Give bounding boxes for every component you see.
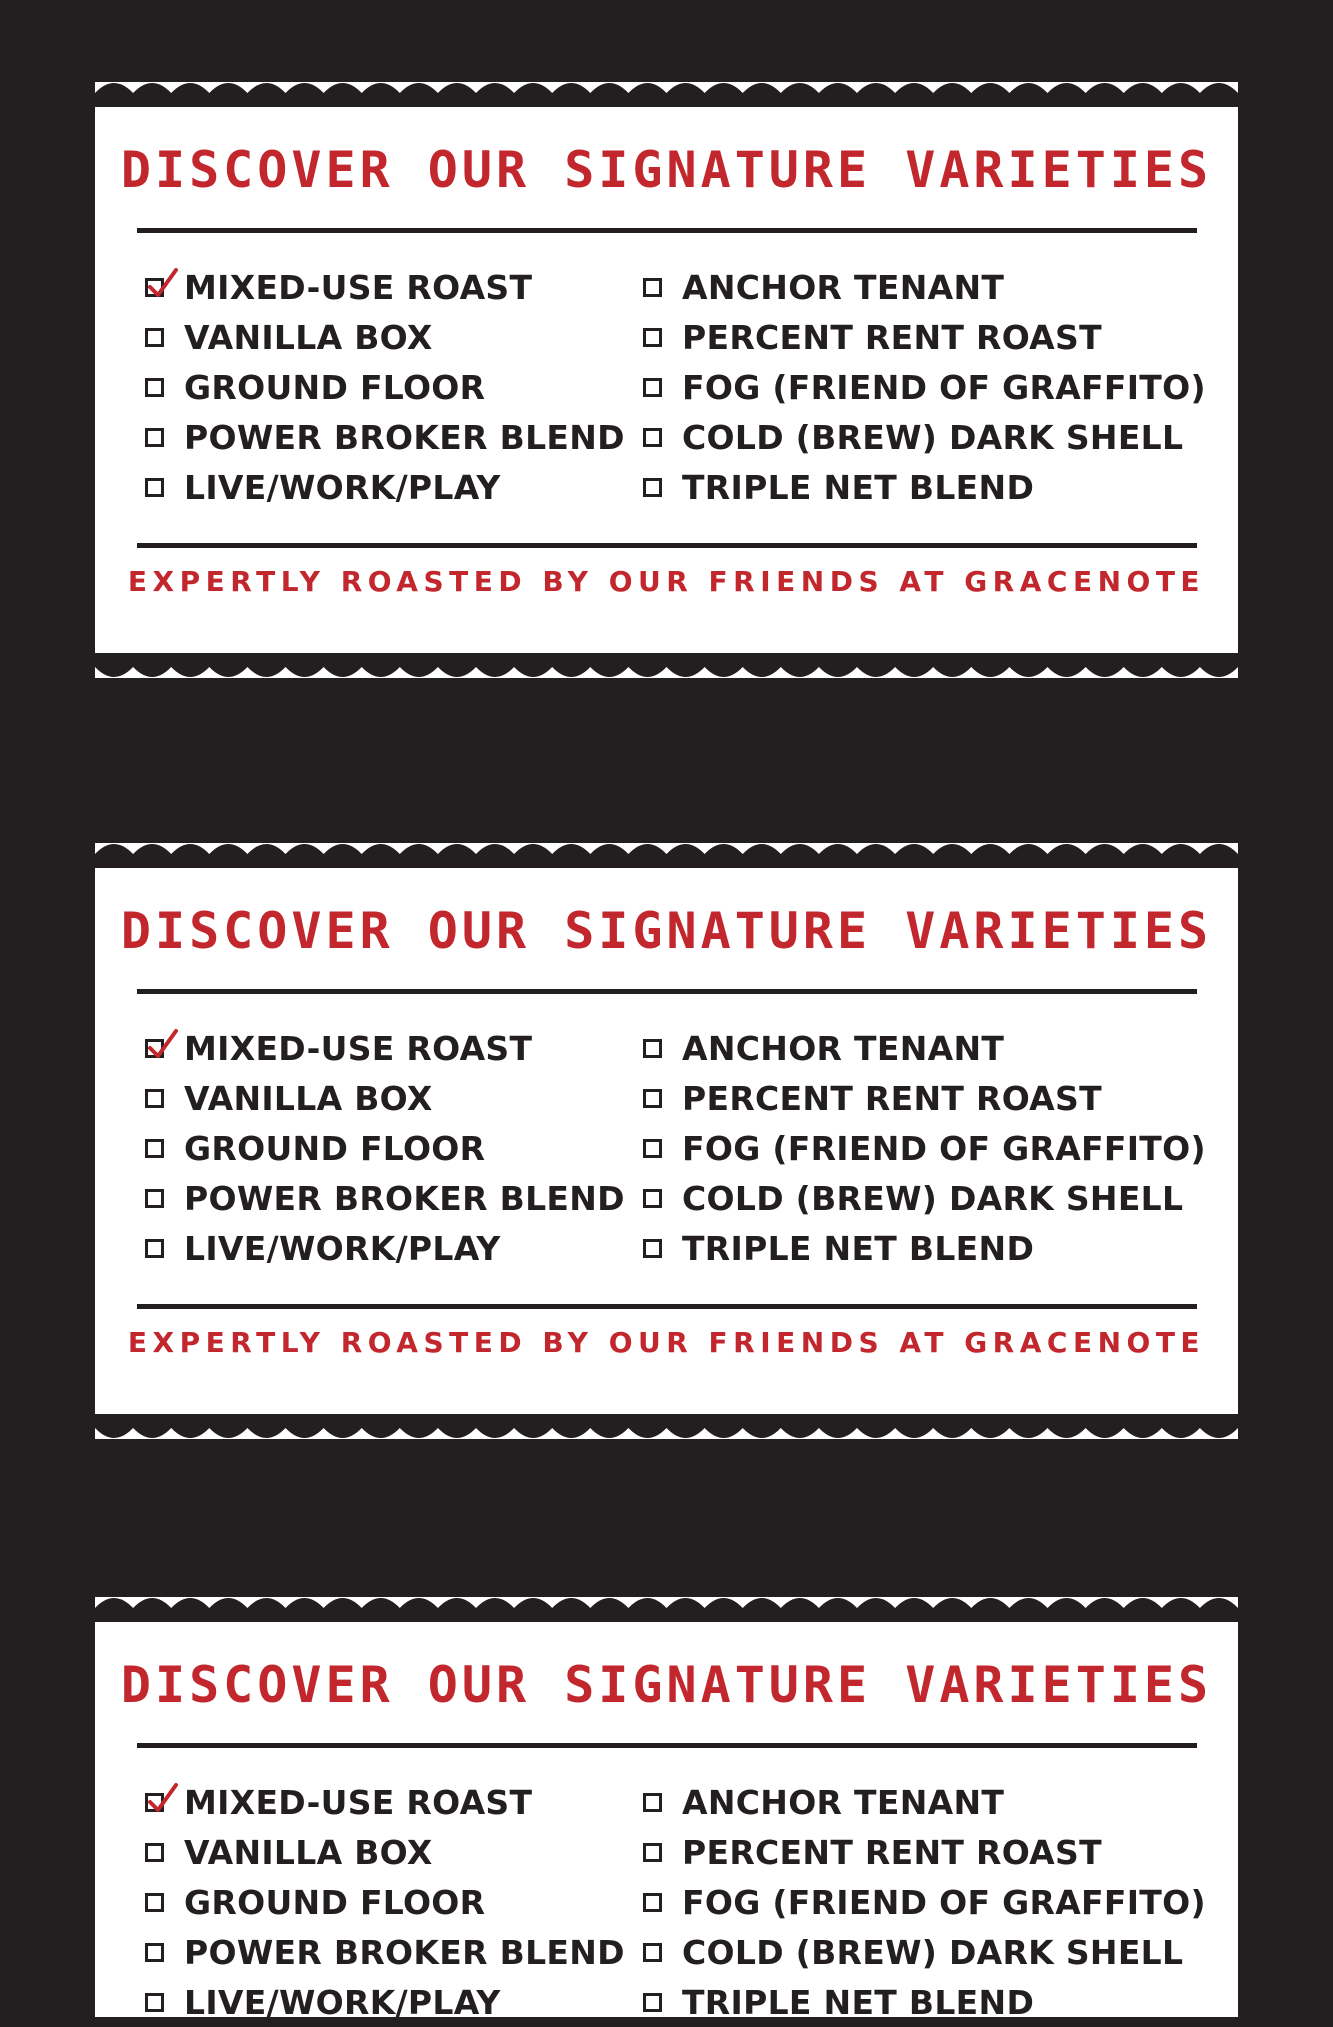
variety-label: LIVE/WORK/PLAY — [184, 467, 501, 507]
wavy-top-edge — [95, 79, 1238, 107]
wave-top-path — [95, 1598, 1238, 1622]
variety-label: VANILLA BOX — [184, 1078, 433, 1118]
checkbox-icon — [643, 1089, 662, 1108]
variety-label: LIVE/WORK/PLAY — [184, 1982, 501, 2022]
label-title: DISCOVER OUR SIGNATURE VARIETIES — [120, 141, 1213, 199]
wavy-bottom-edge — [95, 653, 1238, 681]
checkbox-icon — [145, 1189, 164, 1208]
variety-item — [145, 312, 625, 362]
checkbox-icon — [643, 1893, 662, 1912]
checkbox-icon — [643, 378, 662, 397]
variety-label: MIXED-USE ROAST — [184, 1782, 533, 1822]
variety-item — [145, 1223, 625, 1273]
checkbox-icon — [145, 328, 164, 347]
variety-label: FOG (FRIEND OF GRAFFITO) — [682, 1882, 1206, 1922]
variety-item — [145, 462, 625, 512]
label-title: DISCOVER OUR SIGNATURE VARIETIES — [120, 902, 1213, 960]
variety-item — [145, 362, 625, 412]
wave-top-path — [95, 83, 1238, 107]
checkbox-icon — [145, 1993, 164, 2012]
wavy-bottom-edge — [95, 1414, 1238, 1442]
wave-bottom-path — [95, 653, 1238, 677]
wavy-top-edge — [95, 1594, 1238, 1622]
variety-label: TRIPLE NET BLEND — [682, 467, 1035, 507]
varieties-right-column — [643, 262, 1206, 512]
divider-top — [137, 1743, 1197, 1748]
variety-label: MIXED-USE ROAST — [184, 1028, 533, 1068]
variety-item — [643, 462, 1206, 512]
checkbox-icon — [145, 1089, 164, 1108]
checkbox-icon — [643, 1943, 662, 1962]
variety-label: FOG (FRIEND OF GRAFFITO) — [682, 367, 1206, 407]
variety-label: ANCHOR TENANT — [682, 267, 1005, 307]
variety-item — [145, 1827, 625, 1877]
divider-top — [137, 989, 1197, 994]
variety-label: POWER BROKER BLEND — [184, 417, 625, 457]
varieties-left-column — [145, 262, 625, 512]
variety-label: GROUND FLOOR — [184, 1882, 486, 1922]
checkbox-icon — [145, 378, 164, 397]
variety-item — [643, 262, 1206, 312]
varieties-right-column — [643, 1023, 1206, 1273]
variety-label: VANILLA BOX — [184, 1832, 433, 1872]
label-title: DISCOVER OUR SIGNATURE VARIETIES — [120, 1656, 1213, 1714]
variety-item — [643, 1023, 1206, 1073]
variety-item — [643, 1073, 1206, 1123]
variety-label: POWER BROKER BLEND — [184, 1178, 625, 1218]
variety-item — [643, 1123, 1206, 1173]
checkbox-icon — [145, 1793, 164, 1812]
checkbox-icon — [643, 1793, 662, 1812]
wave-bottom-path — [95, 1414, 1238, 1438]
variety-label: ANCHOR TENANT — [682, 1782, 1005, 1822]
variety-item — [145, 1977, 625, 2027]
coffee-label — [95, 1597, 1238, 2022]
checkbox-icon — [145, 1039, 164, 1058]
variety-label: GROUND FLOOR — [184, 367, 486, 407]
checkbox-icon — [643, 1843, 662, 1862]
variety-label: PERCENT RENT ROAST — [682, 317, 1102, 357]
variety-label: MIXED-USE ROAST — [184, 267, 533, 307]
variety-item — [643, 312, 1206, 362]
checkbox-icon — [643, 428, 662, 447]
checkbox-icon — [145, 1239, 164, 1258]
checkbox-icon — [643, 1239, 662, 1258]
variety-label: ANCHOR TENANT — [682, 1028, 1005, 1068]
varieties-left-column — [145, 1777, 625, 2027]
varieties-left-column — [145, 1023, 625, 1273]
coffee-label — [95, 82, 1238, 678]
variety-item — [145, 1123, 625, 1173]
checkbox-icon — [145, 1943, 164, 1962]
checkbox-icon — [145, 428, 164, 447]
variety-label: TRIPLE NET BLEND — [682, 1228, 1035, 1268]
checkbox-icon — [643, 328, 662, 347]
variety-item — [145, 1023, 625, 1073]
variety-label: PERCENT RENT ROAST — [682, 1832, 1102, 1872]
checkbox-icon — [643, 1189, 662, 1208]
variety-item — [145, 412, 625, 462]
variety-item — [643, 1927, 1206, 1977]
variety-label: POWER BROKER BLEND — [184, 1932, 625, 1972]
checkbox-icon — [643, 478, 662, 497]
divider-bottom — [137, 543, 1197, 548]
checkbox-icon — [145, 478, 164, 497]
variety-label: VANILLA BOX — [184, 317, 433, 357]
variety-label: LIVE/WORK/PLAY — [184, 1228, 501, 1268]
variety-item — [643, 362, 1206, 412]
variety-label: PERCENT RENT ROAST — [682, 1078, 1102, 1118]
variety-item — [643, 1173, 1206, 1223]
variety-item — [643, 1223, 1206, 1273]
variety-label: COLD (BREW) DARK SHELL — [682, 1932, 1184, 1972]
red-checkmark-icon — [146, 1028, 180, 1062]
variety-label: COLD (BREW) DARK SHELL — [682, 417, 1184, 457]
variety-label: TRIPLE NET BLEND — [682, 1982, 1035, 2022]
variety-item — [145, 1927, 625, 1977]
variety-item — [145, 1073, 625, 1123]
variety-item — [145, 1877, 625, 1927]
checkbox-icon — [145, 1893, 164, 1912]
wavy-top-edge — [95, 840, 1238, 868]
variety-item — [643, 1877, 1206, 1927]
checkbox-icon — [643, 278, 662, 297]
varieties-right-column — [643, 1777, 1206, 2027]
checkbox-icon — [643, 1139, 662, 1158]
variety-item — [643, 1777, 1206, 1827]
variety-item — [145, 1777, 625, 1827]
red-checkmark-icon — [146, 1782, 180, 1816]
variety-item — [145, 1173, 625, 1223]
variety-label: GROUND FLOOR — [184, 1128, 486, 1168]
checkbox-icon — [643, 1039, 662, 1058]
checkbox-icon — [145, 1843, 164, 1862]
checkbox-icon — [643, 1993, 662, 2012]
variety-item — [643, 1977, 1206, 2027]
divider-bottom — [137, 1304, 1197, 1309]
divider-top — [137, 228, 1197, 233]
coffee-label — [95, 843, 1238, 1439]
label-footer: EXPERTLY ROASTED BY OUR FRIENDS AT GRACENOTE — [127, 565, 1206, 598]
checkbox-icon — [145, 278, 164, 297]
wave-top-path — [95, 844, 1238, 868]
checkbox-icon — [145, 1139, 164, 1158]
label-footer: EXPERTLY ROASTED BY OUR FRIENDS AT GRACENOTE — [127, 1326, 1206, 1359]
red-checkmark-icon — [146, 267, 180, 301]
variety-item — [643, 1827, 1206, 1877]
variety-label: COLD (BREW) DARK SHELL — [682, 1178, 1184, 1218]
variety-item — [643, 412, 1206, 462]
variety-item — [145, 262, 625, 312]
variety-label: FOG (FRIEND OF GRAFFITO) — [682, 1128, 1206, 1168]
